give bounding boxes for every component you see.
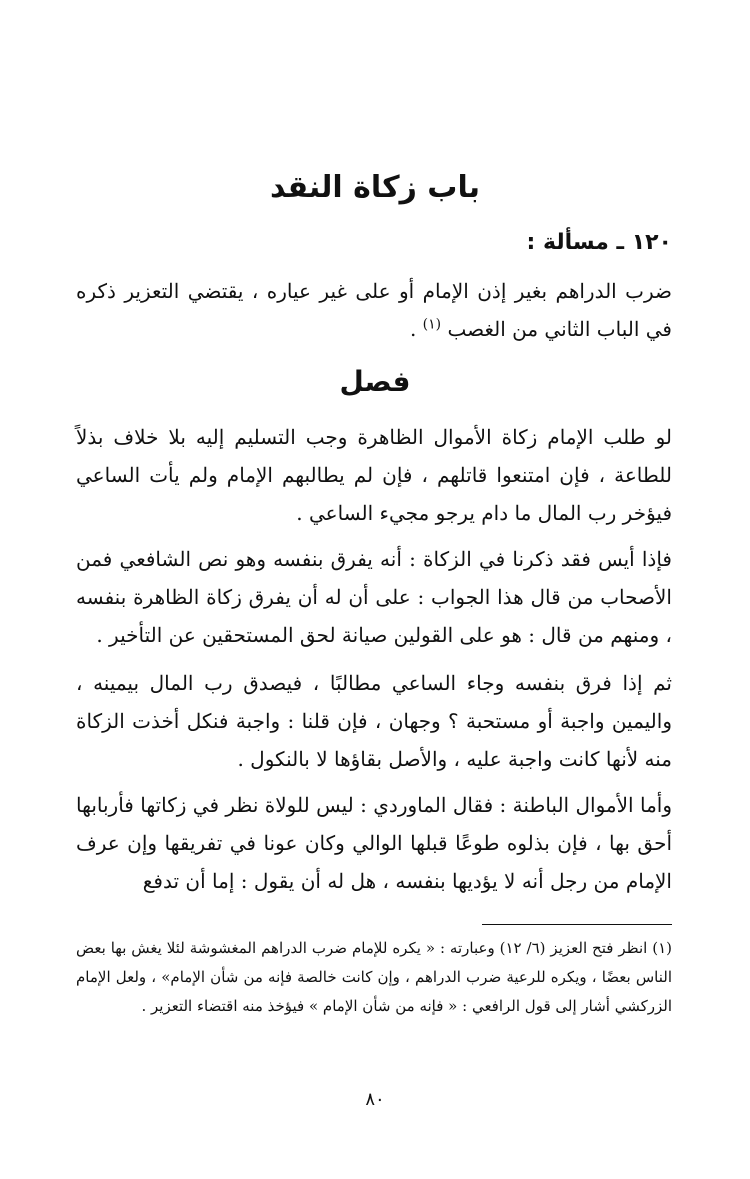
section-heading: فصل — [339, 365, 411, 398]
paragraph-1-end: . — [409, 317, 423, 341]
paragraph-5: وأما الأموال الباطنة : فقال الماوردي : ليس للولاة نظر في زكاتها فأربابها أحق بها ، فإن بذلوه طوعًا قبلها الوالي وكان عونا في تفريقها وإن عرف الإمام من رجل أنه لا يؤديها بنفسه ، هل له أن يقول : إما أن تدفع — [76, 793, 672, 893]
footnote: (١) انظر فتح العزيز (٦/ ١٢) وعبارته : « يكره للإمام ضرب الدراهم المغشوشة لئلا يغش بها بعض الناس بعضًا ، ويكره للرعية ضرب الدراهم ، وإن كانت خالصة فإنه من شأن الإمام» ، ولعل الإمام الزركشي أشار إلى قول الرافعي : « فإنه من شأن الإمام » فيؤخذ منه اقتضاء التعزير . — [76, 939, 672, 1015]
paragraph-4: ثم إذا فرق بنفسه وجاء الساعي مطالبًا ، فيصدق رب المال بيمينه ، واليمين واجبة أو مستحبة ؟ وجهان ، فإن قلنا : واجبة فنكل أخذت الزكاة منه لأنها كانت واجبة عليه ، والأصل بقاؤها لا بالنكول . — [76, 671, 672, 771]
paragraph-2: لو طلب الإمام زكاة الأموال الظاهرة وجب التسليم إليه بلا خلاف بذلاً للطاعة ، فإن امتنعوا قاتلهم ، فإن لم يطالبهم الإمام ولم يأت الساعي فيؤخر رب المال ما دام يرجو مجيء الساعي . — [76, 425, 672, 525]
chapter-title: باب زكاة النقد — [270, 170, 480, 205]
footnote-divider — [482, 924, 672, 925]
paragraph-1 — [76, 272, 672, 348]
paragraph-1-text: ضرب الدراهم بغير إذن الإمام أو على غير عياره ، يقتضي التعزير ذكره في الباب الثاني من الغصب — [76, 279, 672, 341]
paragraph-3: فإذا أيس فقد ذكرنا في الزكاة : أنه يفرق بنفسه وهو نص الشافعي فمن الأصحاب من قال هذا الجواب : على أن له أن يفرق زكاة الظاهرة بنفسه ، ومنهم من قال : هو على القولين صيانة لحق المستحقين عن التأخير . — [76, 547, 672, 647]
issue-heading: ١٢٠ ـ مسألة : — [526, 230, 672, 255]
footnote-reference: (١) — [422, 316, 442, 333]
page-number: ٨٠ — [365, 1089, 385, 1110]
